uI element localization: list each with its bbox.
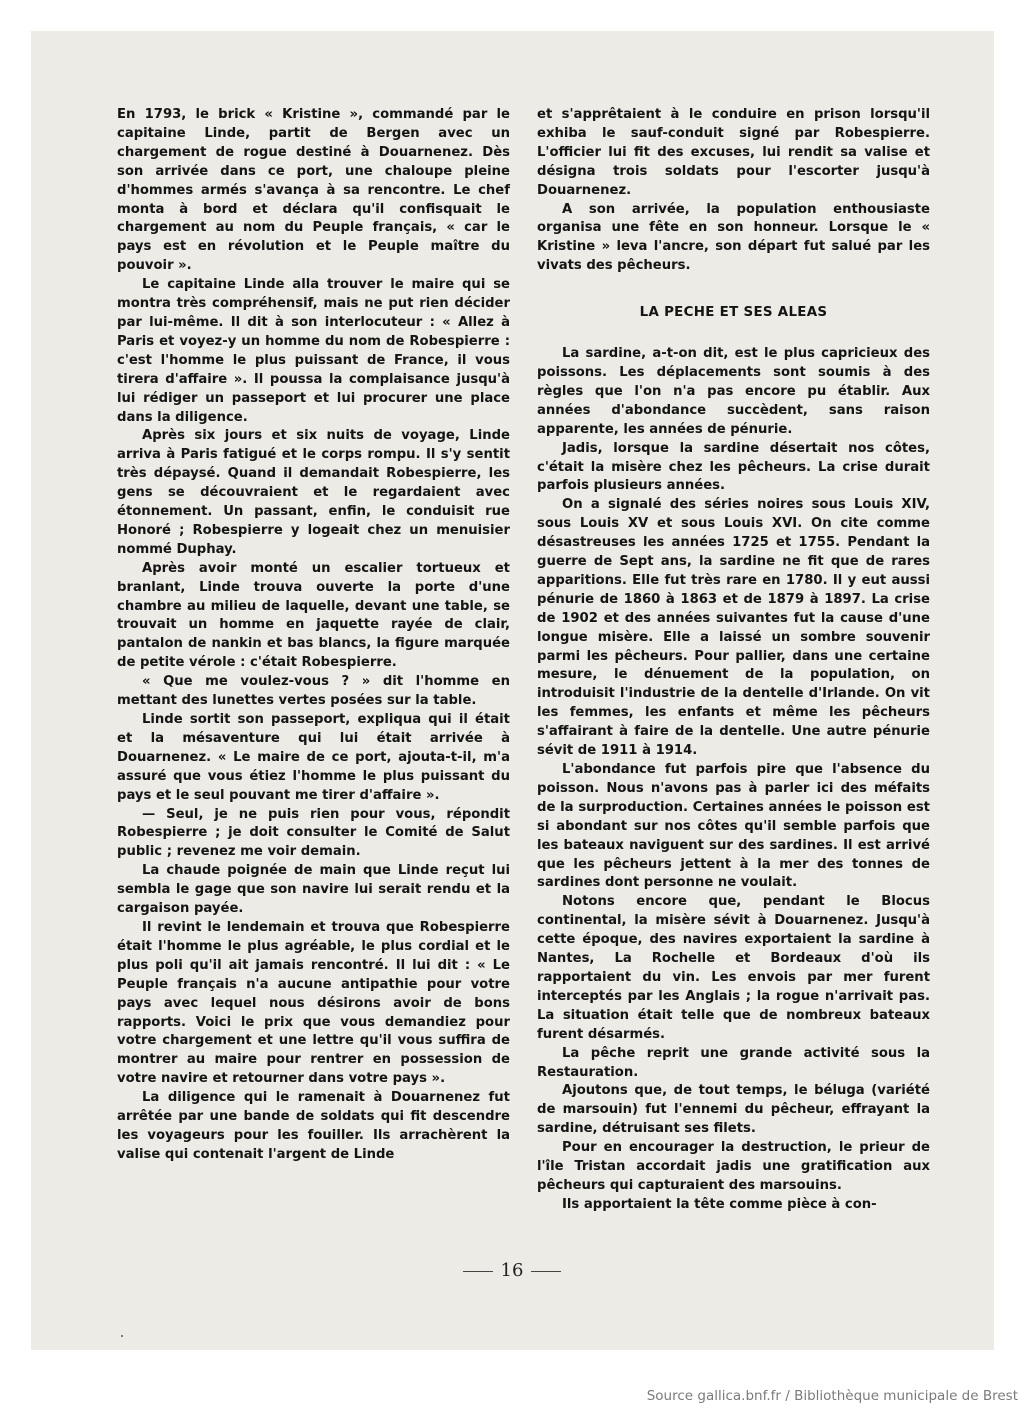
paragraph: Après avoir monté un escalier tortueux et branlant, Linde trouva ouverte la porte d'une chambre au milieu de laquelle, devant une table, se trouvait un homme en jaquette rayée de clair, pantalon de nankin et bas blancs, la figure marquée de petite vérole : c'était Robespierre. bbox=[117, 560, 510, 671]
paragraph: On a signalé des séries noires sous Louis XIV, sous Louis XV et sous Louis XVI. On cite comme désastreuses les années 1725 et 1755. Pendant la guerre de Sept ans, la sardine ne fit que de rares apparitions. Elle fut très rare en 1780. Il y eut aussi pénurie de 1860 à 1863 et de 1879 à 1897. La crise de 1902 et des années suivantes fut la cause d'une longue misère. Elle a laissé un sombre souvenir parmi les pêcheurs. Pour pallier, dans une certaine mesure, le dénuement de la population, on introduisit l'industrie de la dentelle d'Irlande. On vit les femmes, les enfants et même les pêcheurs s'affairant à faire de la dentelle. Une autre pénurie sévit de 1911 à 1914. bbox=[537, 497, 930, 759]
paragraph: Ajoutons que, de tout temps, le béluga (variété de marsouin) fut l'ennemi du pêcheur, effrayant la sardine, détruisant ses filets. bbox=[537, 1083, 930, 1137]
paragraph: Après six jours et six nuits de voyage, Linde arriva à Paris fatigué et le corps rompu. Il s'y sentit très dépaysé. Quand il demandait Robespierre, les gens se découvraient et le regardaient avec étonnement. Un passant, enfin, le conduisit rue Honoré ; Robespierre y logeait chez un menuisier nommé Duphay. bbox=[117, 428, 510, 557]
dash-right bbox=[531, 1271, 561, 1272]
paragraph: Le capitaine Linde alla trouver le maire qui se montra très compréhensif, mais ne put rien décider par lui-même. Il dit à son interlocuteur : « Allez à Paris et voyez-y un homme du nom de Robespierre : c'est l'homme le plus puissant de France, il vous tirera d'affaire ». Il poussa la complaisance jusqu'à lui rédiger un passeport et lui procurer une place dans la diligence. bbox=[117, 277, 510, 425]
scan-speck bbox=[121, 1335, 123, 1337]
section-title: LA PECHE ET SES ALEAS bbox=[639, 305, 828, 321]
paragraph: L'abondance fut parfois pire que l'absence du poisson. Nous n'avons pas à parler ici des méfaits de la surproduction. Certaines années le poisson est si abondant sur nos côtes qu'il semble parfois que les bateaux naviguent sur des sardines. Il est arrivé que les pêcheurs jettent à la mer des tonnes de sardines dont personne ne voulait. bbox=[537, 762, 930, 891]
dash-left bbox=[463, 1271, 493, 1272]
paragraph: et s'apprêtaient à le conduire en prison lorsqu'il exhiba le sauf-conduit signé par Robespierre. L'officier lui fit des excuses, lui rendit sa valise et désigna trois soldats pour l'escorter jusqu'à Douarnenez. bbox=[537, 107, 930, 198]
paragraph: Pour en encourager la destruction, le prieur de l'île Tristan accordait jadis une gratification aux pêcheurs qui capturaient des marsouins. bbox=[537, 1140, 930, 1193]
paragraph: La chaude poignée de main que Linde reçut lui sembla le gage que son navire lui serait rendu et la cargaison payée. bbox=[117, 863, 510, 917]
paragraph: Ils apportaient la tête comme pièce à con- bbox=[562, 1196, 877, 1212]
page-number bbox=[0, 1260, 1024, 1281]
paragraph: La pêche reprit une grande activité sous la Restauration. bbox=[537, 1045, 930, 1080]
paragraph: — Seul, je ne puis rien pour vous, répondit Robespierre ; je doit consulter le Comité de Salut public ; revenez me voir demain. bbox=[117, 806, 510, 860]
paragraph: La diligence qui le ramenait à Douarnenez fut arrêtée par une bande de soldats qui fit descendre les voyageurs pour les fouiller. Ils arrachèrent la valise qui contenait l'argent de Linde bbox=[117, 1090, 510, 1162]
paragraph: « Que me voulez-vous ? » dit l'homme en mettant des lunettes vertes posées sur la table. bbox=[117, 674, 510, 709]
page-number-value: 16 bbox=[500, 1260, 524, 1281]
left-column bbox=[117, 106, 510, 1165]
paragraph: Notons encore que, pendant le Blocus continental, la misère sévit à Douarnenez. Jusqu'à cette époque, des navires exportaient la sardine à Nantes, La Rochelle et Bordeaux d'où ils rapportaient du vin. Les envois par mer furent interceptés par les Anglais ; la rogue n'arrivait pas. La situation était telle que de nombreux bateaux furent désarmés. bbox=[537, 894, 930, 1042]
paragraph: En 1793, le brick « Kristine », commandé par le capitaine Linde, partit de Bergen avec un chargement de rogue destiné à Douarnenez. Dès son arrivée dans ce port, une chaloupe pleine d'hommes armés s'avança à sa rencontre. Le chef monta à bord et déclara qu'il confisquait le chargement au nom du Peuple français, « car le pays est en révolution et le Peuple maître du pouvoir ». bbox=[117, 107, 510, 274]
paragraph: A son arrivée, la population enthousiaste organisa une fête en son honneur. Lorsque le « Kristine » leva l'ancre, son départ fut salué par les vivats des pêcheurs. bbox=[537, 201, 930, 274]
paragraph: La sardine, a-t-on dit, est le plus capricieux des poissons. Les déplacements sont soumis à des règles que l'on n'a pas encore pu établir. Aux années d'abondance succèdent, sans raison apparente, les années de pénurie. bbox=[537, 346, 930, 437]
paragraph: Jadis, lorsque la sardine désertait nos côtes, c'était la misère chez les pêcheurs. La crise durait parfois plusieurs années. bbox=[537, 440, 930, 494]
paragraph: Il revint le lendemain et trouva que Robespierre était l'homme le plus agréable, le plus cordial et le plus poli qu'il ait jamais rencontré. Il lui dit : « Le Peuple français n'a aucune antipathie pour votre pays avec lequel nous désirons avoir de bons rapports. Voici le prix que vous demandiez pour votre chargement et une lettre qu'il vous suffira de montrer au maire pour rentrer en possession de votre navire et retourner dans votre pays ». bbox=[117, 919, 510, 1087]
source-credit: Source gallica.bnf.fr / Bibliothèque municipale de Brest bbox=[646, 1388, 1018, 1404]
right-column bbox=[537, 106, 930, 1215]
paragraph: Linde sortit son passeport, expliqua qui il était et la mésaventure qui lui était arrivée à Douarnenez. « Le maire de ce port, ajouta-t-il, m'a assuré que vous étiez l'homme le plus puissant du pays et le seul pouvant me tirer d'affaire ». bbox=[117, 712, 510, 803]
